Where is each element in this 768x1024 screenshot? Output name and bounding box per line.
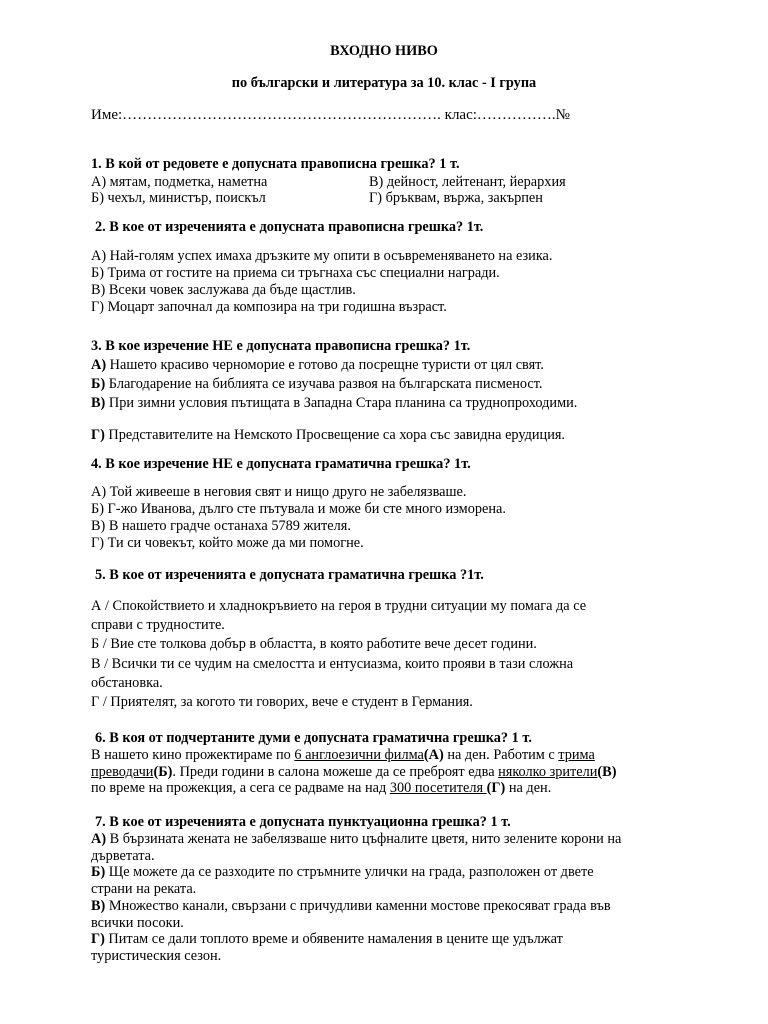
q3-label-c: В): [91, 395, 106, 411]
q5-option-b: Б / Вие сте толкова добър в областта, в която работите вече десет години.: [91, 636, 537, 652]
q5-option-d: Г / Приятелят, за когото ти говорих, вече е студент в Германия.: [91, 694, 473, 710]
q6-marker-c: (В): [597, 764, 617, 780]
q2-option-a: А) Най-голям успех имаха дръзките му опити в осъвременяването на езика.: [91, 248, 553, 264]
q4-option-b: Б) Г-жо Иванова, дълго сте пътувала и може би сте много изморена.: [91, 501, 506, 517]
q7-label-b: Б): [91, 864, 106, 880]
q6-text: по време на прожекция, а сега се радваме на над: [91, 780, 390, 796]
q1-option-c: В) дейност, лейтенант, йерархия: [369, 174, 566, 190]
q6-text-line1: [91, 747, 595, 764]
q6-text-line2: [91, 764, 616, 781]
q4-question: 4. В кое изречение НЕ е допусната граматична грешка? 1т.: [91, 456, 471, 472]
q4-option-a: А) Той живееше в неговия свят и нищо друго не забелязваше.: [91, 484, 467, 500]
q3-text-b: Благодарение на библията се изучава развоя на българската писменост.: [105, 376, 543, 392]
q6-underlined-a: 6 англоезични филма: [294, 747, 424, 763]
q6-text-line3: [91, 780, 551, 797]
q7-option-c-line2: всички посоки.: [91, 915, 184, 931]
q7-option-d-line2: туристическия сезон.: [91, 948, 222, 964]
q7-option-c-line1: [91, 898, 611, 915]
q1-option-b: Б) чехъл, министър, поискъл: [91, 190, 266, 206]
q6-text: В нашето кино прожектираме по: [91, 747, 295, 763]
q3-label-d: Г): [91, 427, 105, 443]
q4-option-c: В) В нашето градче останаха 5789 жителя.: [91, 518, 351, 534]
q7-text-a: В бързината жената не забелязваше нито цъфналите цветя, нито зелените корони на: [106, 831, 622, 847]
q6-underlined-b-part2: преводачи: [91, 764, 154, 780]
q3-label-b: Б): [91, 376, 106, 392]
q1-question: 1. В кой от редовете е допусната правописна грешка? 1 т.: [91, 156, 460, 172]
q1-option-d: Г) бръквам, вържа, закърпен: [369, 190, 543, 206]
q7-text-c: Множество канали, свързани с причудливи каменни мостове прекосяват града във: [105, 898, 611, 914]
document-subtitle: по български и литература за 10. клас - І група: [231, 75, 537, 91]
q6-marker-d: (Г): [486, 780, 506, 796]
q5-option-a-line2: справи с трудностите.: [91, 617, 225, 633]
q7-text-b: Ще можете да се разходите по стръмните улички на града, разположен от двете: [105, 864, 594, 880]
q6-underlined-d: 300 посетителя: [389, 780, 487, 796]
q3-text-c: При зимни условия пътищата в Западна Стара планина са труднопроходими.: [105, 395, 578, 411]
q1-option-a: А) мятам, подметка, наметна: [91, 174, 268, 190]
q3-label-a: А): [91, 357, 107, 373]
q6-underlined-b-part1: трима: [558, 747, 595, 763]
q3-option-d: [91, 427, 565, 444]
q3-option-a: [91, 357, 544, 374]
q6-text: на ден.: [505, 780, 552, 796]
document-title: ВХОДНО НИВО: [330, 43, 438, 59]
q6-question: 6. В коя от подчертаните думи е допусната граматична грешка? 1 т.: [95, 730, 532, 746]
q3-question: 3. В кое изречение НЕ е допусната правописна грешка? 1т.: [91, 338, 471, 354]
q5-option-a-line1: А / Спокойствието и хладнокръвието на героя в трудни ситуации му помага да се: [91, 598, 587, 614]
q3-option-c: [91, 395, 577, 412]
q3-text-a: Нашето красиво черноморие е готово да посрещне туристи от цял свят.: [106, 357, 544, 373]
q6-marker-b: (Б): [153, 764, 173, 780]
q2-option-b: Б) Трима от гостите на приема си тръгнаха със специални награди.: [91, 265, 500, 281]
q4-option-d: Г) Ти си човекът, който може да ми помогне.: [91, 535, 364, 551]
q7-option-d-line1: [91, 931, 563, 948]
q6-underlined-c: няколко зрители: [498, 764, 598, 780]
q7-option-a-line1: [91, 831, 621, 848]
q5-option-c-line2: обстановка.: [91, 675, 163, 691]
q2-option-c: В) Всеки човек заслужава да бъде щастлив.: [91, 282, 356, 298]
q3-option-b: [91, 376, 542, 393]
name-class-line: Име:………………………………………………………. клас:…………….№: [91, 107, 570, 123]
q2-question: 2. В кое от изреченията е допусната правописна грешка? 1т.: [95, 219, 484, 235]
q7-label-a: А): [91, 831, 107, 847]
q7-question: 7. В кое от изреченията е допусната пунктуационна грешка? 1 т.: [95, 814, 511, 830]
q6-marker-a: (А): [423, 747, 444, 763]
q7-label-c: В): [91, 898, 106, 914]
q5-option-c-line1: В / Всички ти се чудим на смелостта и ентусиазма, които прояви в тази сложна: [91, 656, 574, 672]
q7-option-b-line2: страни на реката.: [91, 881, 197, 897]
q5-question: 5. В кое от изреченията е допусната граматична грешка ?1т.: [95, 567, 484, 583]
q3-text-d: Представителите на Немското Просвещение са хора със завидна ерудиция.: [104, 427, 565, 443]
q6-text: на ден. Работим с: [443, 747, 559, 763]
q7-option-b-line1: [91, 864, 594, 881]
q7-text-d: Питам се дали топлото време и обявените намаления в цените ще удължат: [104, 931, 563, 947]
q7-option-a-line2: дърветата.: [91, 848, 155, 864]
q6-text: . Преди години в салона можеше да се преброят едва: [172, 764, 499, 780]
q7-label-d: Г): [91, 931, 105, 947]
q2-option-d: Г) Моцарт започнал да композира на три годишна възраст.: [91, 299, 447, 315]
